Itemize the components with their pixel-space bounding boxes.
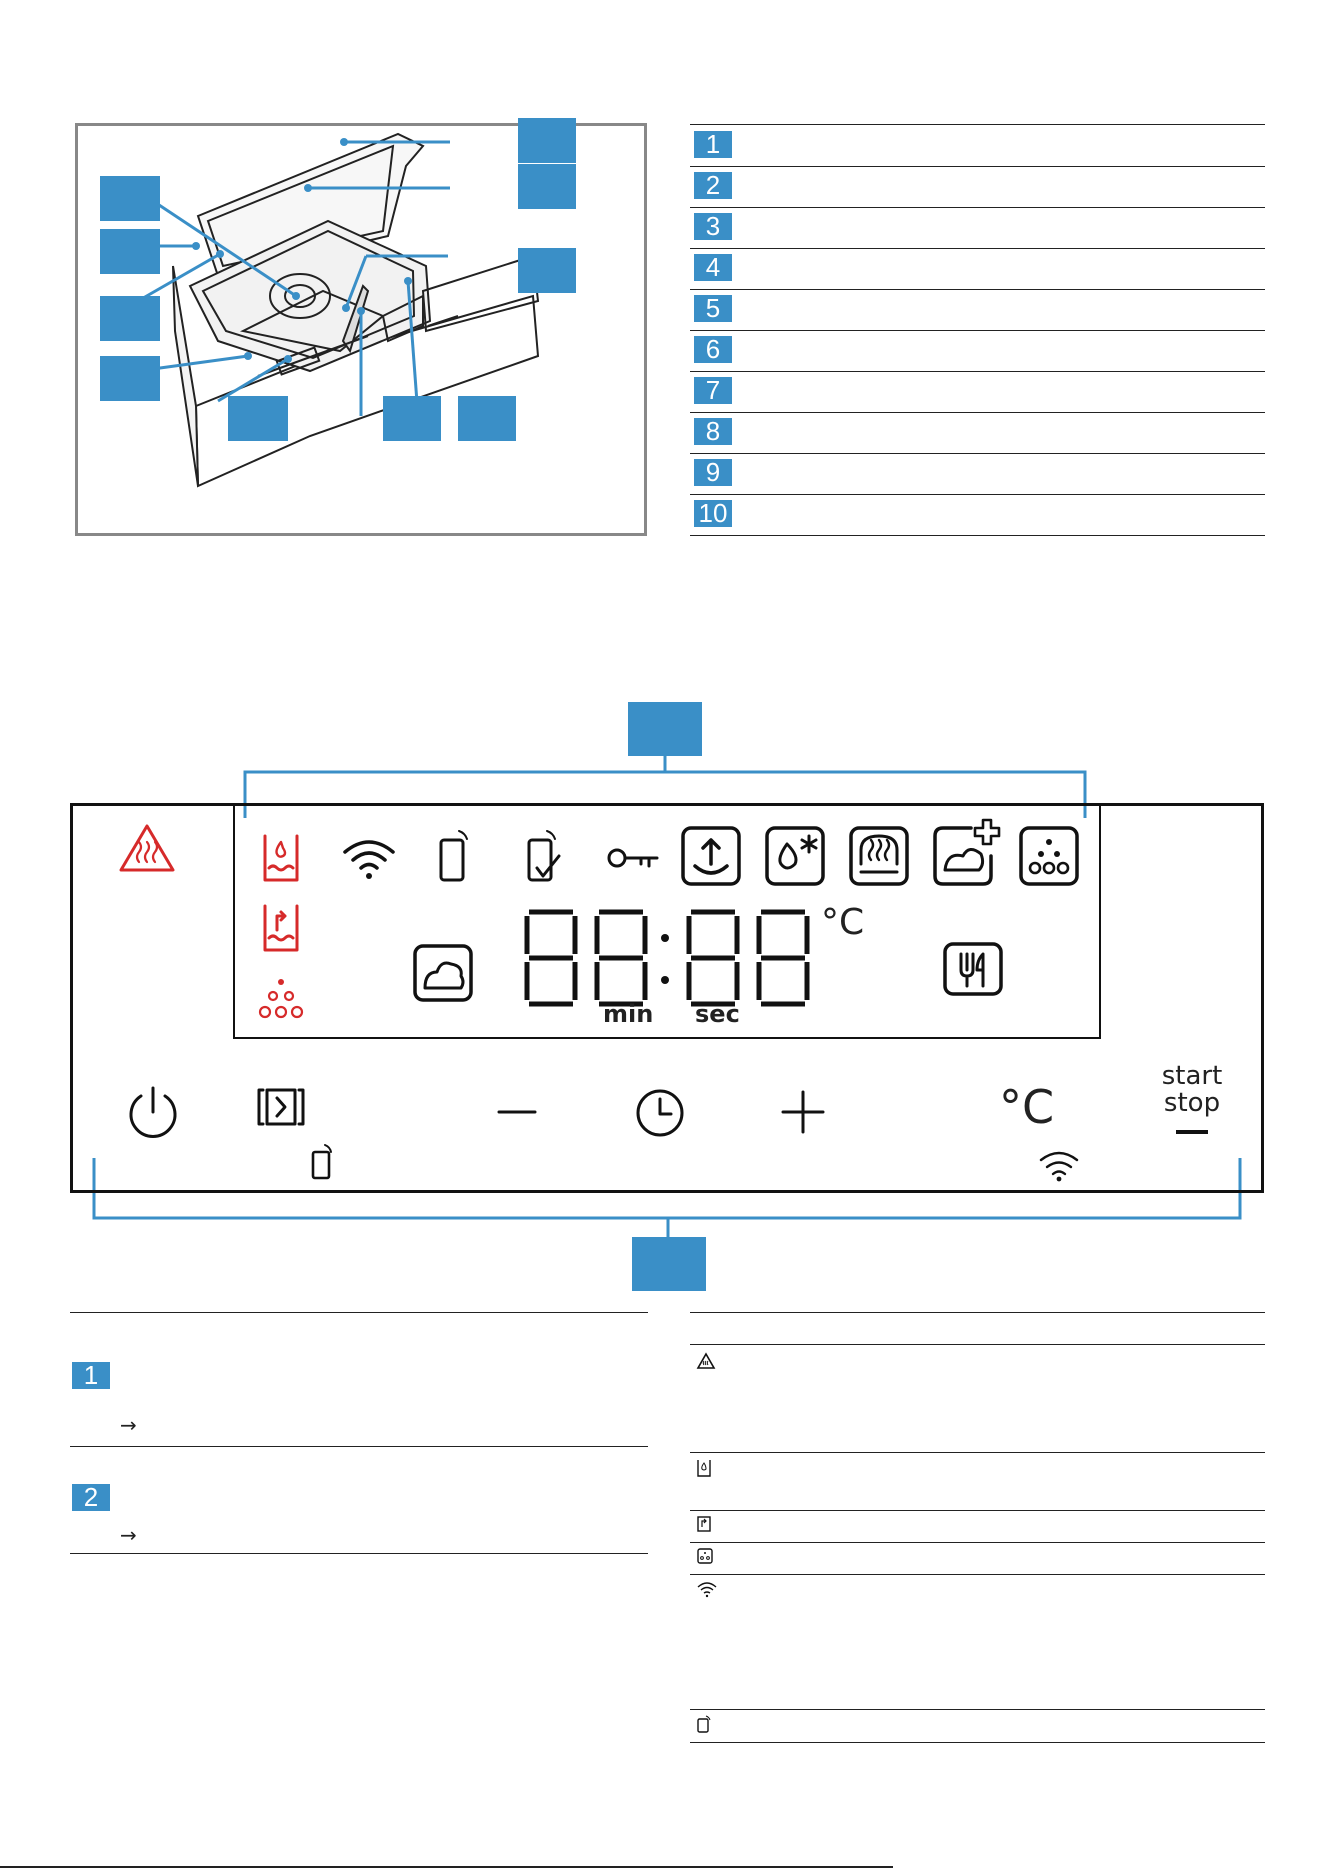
legend-number: 5 xyxy=(694,295,732,322)
cutlery-program-icon xyxy=(941,940,1005,998)
sec-label: sec xyxy=(695,1000,740,1028)
stop-label: stop xyxy=(1163,1088,1221,1118)
control-panel xyxy=(70,803,1264,1193)
min-label: min xyxy=(603,1000,654,1028)
hot-surface-warning-icon xyxy=(696,1352,716,1370)
legend-number: 2 xyxy=(694,172,732,199)
legend-number: 8 xyxy=(694,418,732,445)
legend-number: 9 xyxy=(694,459,732,486)
power-button[interactable] xyxy=(125,1084,181,1140)
start-stop-bar xyxy=(1176,1130,1208,1134)
start-stop-button[interactable] xyxy=(1137,1062,1247,1134)
water-tank-icon xyxy=(261,832,301,884)
item-arrow: → xyxy=(120,1523,137,1547)
steam-plus-icon xyxy=(931,816,1003,888)
phone-check-icon xyxy=(525,828,565,886)
wifi-icon xyxy=(341,836,397,880)
hot-surface-warning-icon xyxy=(117,822,177,874)
steam-cloud-program-icon xyxy=(411,942,475,1004)
legend-number: 10 xyxy=(694,500,732,527)
page-footer-rule xyxy=(0,1866,893,1868)
legend-number: 4 xyxy=(694,254,732,281)
item-arrow: → xyxy=(120,1413,137,1437)
display-celsius-unit: °C xyxy=(821,902,865,943)
display-area xyxy=(233,806,1101,1039)
empty-tank-icon xyxy=(696,1515,712,1533)
empty-tank-icon xyxy=(261,902,301,954)
legend-number: 3 xyxy=(694,213,732,240)
remote-start-phone-icon xyxy=(309,1142,337,1182)
legend-number: 7 xyxy=(694,377,732,404)
wifi-icon xyxy=(696,1580,718,1598)
phone-icon xyxy=(696,1714,712,1734)
descale-icon xyxy=(696,1547,714,1565)
key-lock-icon xyxy=(605,844,661,872)
legend-number: 1 xyxy=(694,131,732,158)
steam-icon xyxy=(847,824,911,888)
defrost-icon xyxy=(763,824,827,888)
display-digits-text xyxy=(235,806,236,807)
wifi-button-icon[interactable] xyxy=(1037,1148,1081,1184)
legend-number: 6 xyxy=(694,336,732,363)
descale-dots-icon xyxy=(1017,824,1081,888)
descaling-program-icon xyxy=(679,824,743,888)
timer-clock-button[interactable] xyxy=(633,1086,687,1140)
start-label: start xyxy=(1161,1061,1223,1091)
descale-red-icon xyxy=(255,976,307,1022)
temperature-button[interactable]: °C xyxy=(999,1080,1055,1134)
item-number-badge: 1 xyxy=(72,1362,110,1389)
item-number-badge: 2 xyxy=(72,1484,110,1511)
time-digits-display xyxy=(523,904,813,1014)
water-tank-icon xyxy=(696,1458,712,1478)
minus-button[interactable] xyxy=(495,1102,539,1122)
phone-icon xyxy=(437,828,471,884)
plus-button[interactable] xyxy=(779,1088,827,1136)
menu-switch-button[interactable] xyxy=(255,1086,307,1128)
